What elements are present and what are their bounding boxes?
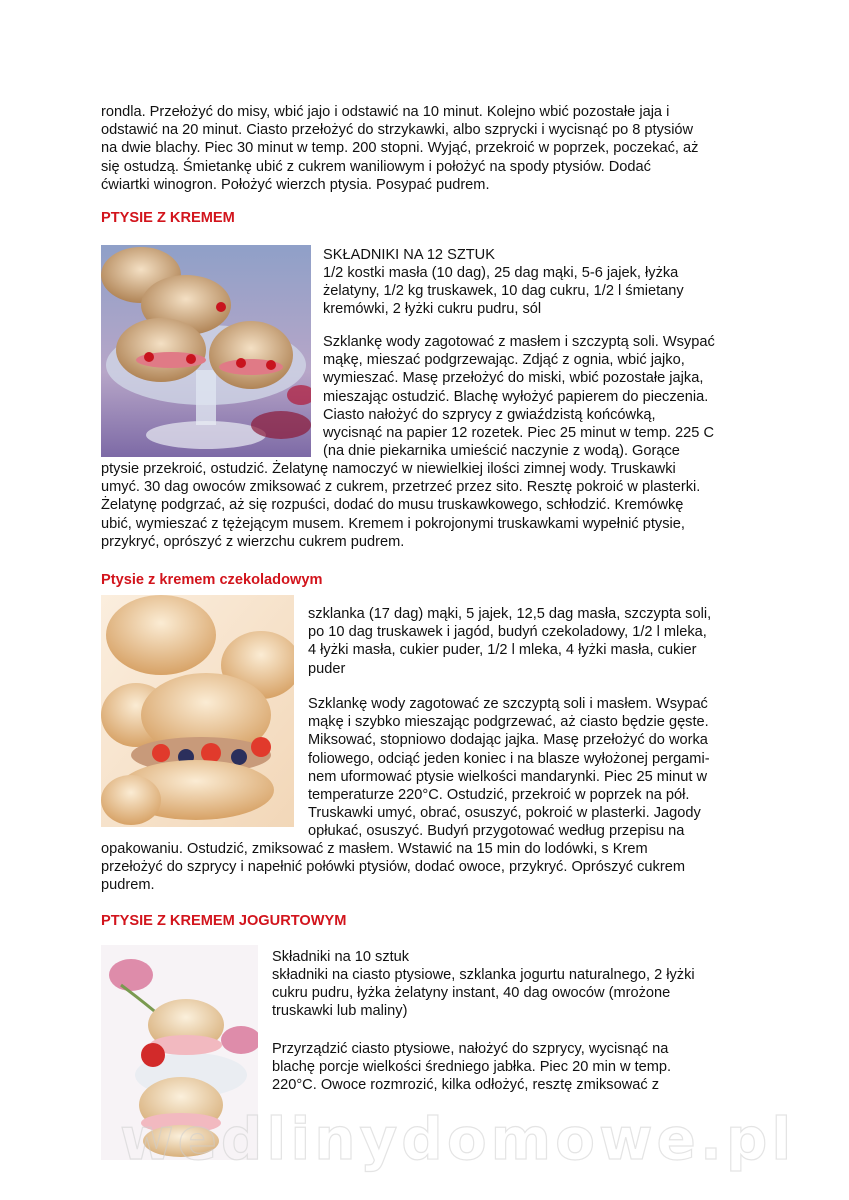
recipe2-method-full: opakowaniu. Ostudzić, zmiksować z masłem. Wstawić na 15 min do lodówki, s Krem przełożyć do szprycy i napełnić połówki ptysiów, dodać owoce, przykryć. Oprószyć cukrem pudrem. — [101, 841, 685, 894]
recipe1-ingredients: 1/2 kostki masła (10 dag), 25 dag mąki, 5-6 jajek, łyżka żelatyny, 1/2 kg truskawek, 10 dag cukru, 1/2 l śmietany kremówki, 2 łyżki cukru pudru, sól — [323, 265, 684, 318]
recipe3-ingredients-heading: Składniki na 10 sztuk — [272, 949, 410, 965]
recipe3-method: Przyrządzić ciasto ptysiowe, nałożyć do szprycy, wycisnąć na blachę porcje wielkości średniego jabłka. Piec 20 min w temp. 220°C. Owoce rozmrozić, kilka odłożyć, resztę zmiksować z — [272, 1041, 672, 1094]
recipe-title-ptysie-z-kremem-czekoladowym: Ptysie z kremem czekoladowym — [101, 572, 323, 588]
recipe-title-ptysie-z-kremem-jogurtowym: PTYSIE Z KREMEM JOGURTOWYM — [101, 913, 347, 929]
recipe2-method-wrapped: Szklankę wody zagotować ze szczyptą soli i masłem. Wsypać mąkę i szybko mieszając podgrzewać, aż ciasto będzie gęste. Miksować, stopniowo dodając jajka. Masę przełożyć do worka foliowego, odciąć jeden koniec i na blasze wyłożonej pergami- nem uformować ptysie wielkości mandarynki. Piec 25 minut w temperaturze 220°C. Ostudzić, przekroić w poprzek na pół. Truskawki umyć, obrać, osuszyć, pokroić w plasterki. Jagody opłukać, osuszyć. Budyń przygotować według przepisu na — [308, 696, 710, 840]
recipe-title-ptysie-z-kremem: PTYSIE Z KREMEM — [101, 210, 235, 226]
recipe3-ingredients: składniki na ciasto ptysiowe, szklanka jogurtu naturalnego, 2 łyżki cukru pudru, łyżka żelatyny instant, 40 dag owoców (mrożone truskawki lub maliny) — [272, 967, 695, 1020]
recipe1-method-wrapped: Szklankę wody zagotować z masłem i szczyptą soli. Wsypać mąkę, mieszać podgrzewając. Zdjąć z ognia, wbić jajko, wymieszać. Masę przełożyć do miski, wbić pozostałe jajka, mieszając ostudzić. Blachę wyłożyć papierem do pieczenia. Ciasto nałożyć do szprycy z gwiaździstą końcówką, wycisnąć na papier 12 rozetek. Piec 25 minut w temp. 225 C (na dnie piekarnika umieścić naczynie z wodą). Gorące — [323, 334, 715, 460]
intro-paragraph: rondla. Przełożyć do misy, wbić jajo i odstawić na 10 minut. Kolejno wbić pozostałe jaja i odstawić na 20 minut. Ciasto przełożyć do strzykawki, albo szprycki i wycisnąć po 8 ptysiów na dwie blachy. Piec 30 minut w temp. 200 stopni. Wyjąć, przekroić w poprzek, poczekać, aż się ostudzą. Śmietankę ubić z cukrem waniliowym i położyć na spody ptysiów. Dodać ćwiartki winogron. Położyć wierzch ptysia. Posypać pudrem. — [101, 104, 699, 193]
chocolate-cream-puffs-photo — [101, 595, 294, 827]
recipe1-method-full: ptysie przekroić, ostudzić. Żelatynę namoczyć w niewielkiej ilości zimnej wody. Truskawki umyć. 30 dag owoców zmiksować z cukrem, przetrzeć przez sito. Resztę pokroić w plasterki. Żelatynę podgrzać, aż się rozpuści, dodać do musu truskawkowego, schłodzić. Kremówkę ubić, wymieszać z tężejącym musem. Kremem i pokrojonymi truskawkami wypełnić ptysie, przykryć, oprószyć z wierzchu cukrem pudrem. — [101, 461, 701, 550]
watermark: wedlinydomowe.pl — [120, 1105, 796, 1173]
recipe2-ingredients: szklanka (17 dag) mąki, 5 jajek, 12,5 dag masła, szczypta soli, po 10 dag truskawek i jagód, budyń czekoladowy, 1/2 l mleka, 4 łyżki masła, cukier puder, 1/2 l mleka, 4 łyżki masła, cukier puder — [308, 606, 712, 677]
recipe1-ingredients-heading: SKŁADNIKI NA 12 SZTUK — [323, 247, 495, 263]
cream-puffs-strawberries-photo — [101, 245, 311, 457]
